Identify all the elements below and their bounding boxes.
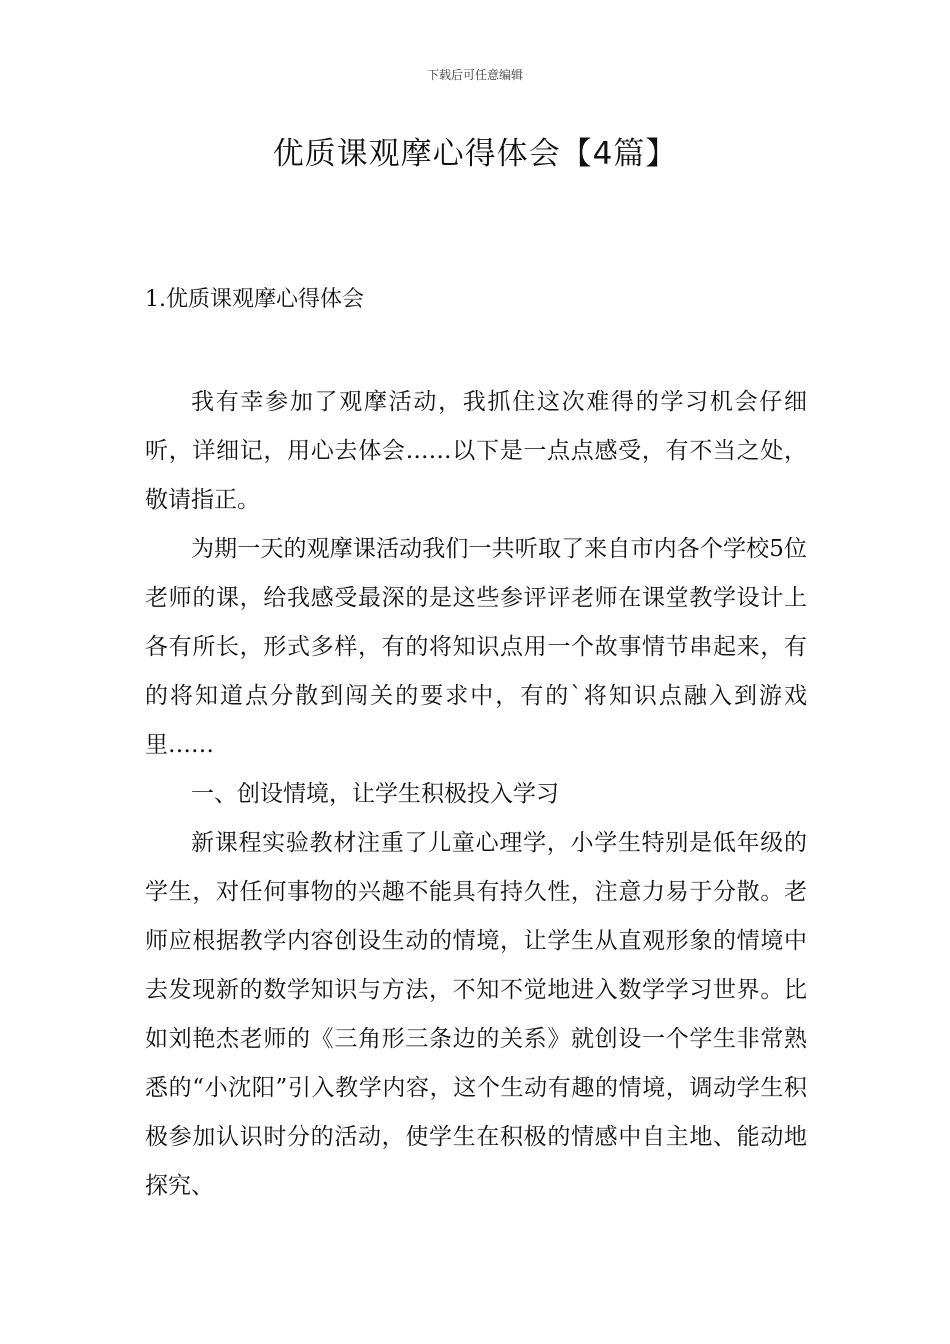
paragraph-situation: 新课程实验教材注重了儿童心理学，小学生特别是低年级的学生，对任何事物的兴趣不能具有持久性，注意力易于分散。老师应根据教学内容创设生动的情境，让学生从直观形象的情境中去发现新的数学知识与方法，不知不觉地进入数学学习世界。比如刘艳杰老师的《三角形三条边的关系》就创设一个学生非常熟悉的“小沈阳”引入教学内容，这个生动有趣的情境，调动学生积极参加认识时分的活动，使学生在积极的情感中自主地、能动地探究、 (145, 830, 807, 1199)
section-heading: 1.优质课观摩心得体会 (145, 287, 364, 312)
paragraph-subheading: 一、创设情境，让学生积极投入学习 (191, 781, 559, 807)
header-note: 下载后可任意编辑 (426, 68, 523, 82)
paragraph-observation: 为期一天的观摩课活动我们一共听取了来自市内各个学校5位老师的课，给我感受最深的是这些参评评老师在课堂教学设计上各有所长，形式多样，有的将知识点用一个故事情节串起来，有的将知道点分散到闯关的要求中，有的`将知识点融入到游戏里…… (145, 536, 807, 758)
body-text (145, 378, 807, 1211)
paragraph-intro: 我有幸参加了观摩活动，我抓住这次难得的学习机会仔细听，详细记，用心去体会……以下是一点点感受，有不当之处，敬请指正。 (145, 389, 807, 513)
document-title: 优质课观摩心得体会【4篇】 (272, 136, 678, 172)
